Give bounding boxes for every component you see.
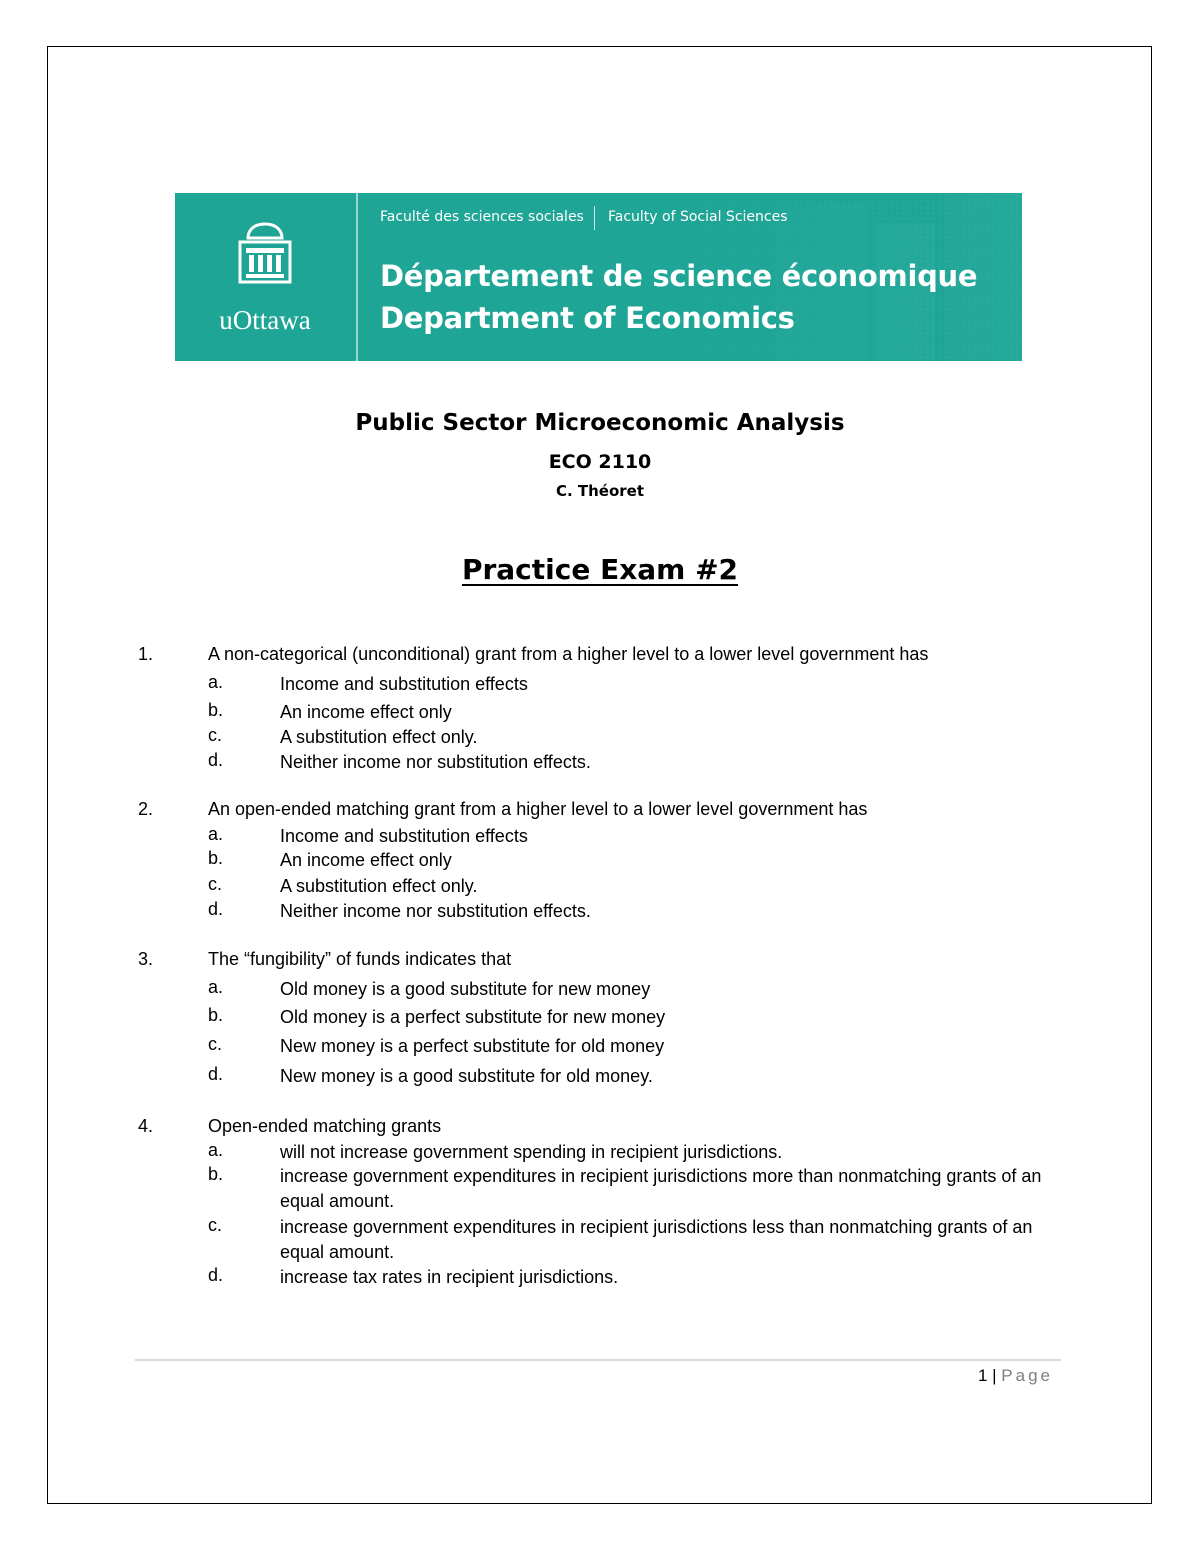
course-title: Public Sector Microeconomic Analysis [355, 410, 845, 436]
university-building-icon [234, 220, 296, 286]
page-number: 1 [977, 1366, 988, 1385]
question-stem: Open-ended matching grants [208, 1116, 442, 1136]
question-stem: An open-ended matching grant from a higher level to a lower level government has [208, 799, 868, 819]
faculty-name-en: Faculty of Social Sciences [608, 209, 788, 225]
option-text: increase government expenditures in recipient jurisdictions less than nonmatching grants of an equal amount. [280, 1217, 1033, 1262]
question-number: 4. [138, 1116, 154, 1136]
option-text: increase tax rates in recipient jurisdictions. [280, 1267, 619, 1287]
option-letter: a. [208, 824, 224, 844]
option-letter: b. [208, 1164, 224, 1184]
option-text: Neither income nor substitution effects. [280, 901, 591, 921]
option-letter: c. [208, 1215, 223, 1235]
department-name-fr: Département de science économique [380, 259, 978, 293]
footer-rule [135, 1359, 1061, 1361]
faculty-name-fr: Faculté des sciences sociales [380, 209, 584, 225]
option-text: will not increase government spending in recipient jurisdictions. [280, 1142, 783, 1162]
department-banner [175, 193, 1022, 361]
instructor-name: C. Théoret [555, 482, 645, 500]
department-name-en: Department of Economics [380, 301, 795, 335]
footer-separator: | [992, 1366, 997, 1385]
option-letter: c. [208, 1034, 223, 1054]
faculty-divider [594, 206, 595, 230]
question-number: 3. [138, 949, 154, 969]
question-stem: The “fungibility” of funds indicates that [208, 949, 512, 969]
banner-divider [356, 193, 358, 361]
option-letter: b. [208, 700, 224, 720]
option-letter: d. [208, 1265, 224, 1285]
option-letter: a. [208, 977, 224, 997]
question-number: 1. [138, 644, 154, 664]
exam-title: Practice Exam #2 [461, 553, 739, 586]
question-stem: A non-categorical (unconditional) grant from a higher level to a lower level government has [208, 644, 929, 664]
option-text: increase government expenditures in recipient jurisdictions more than nonmatching grants of an equal amount. [280, 1166, 1042, 1211]
option-letter: b. [208, 1005, 224, 1025]
option-letter: a. [208, 672, 224, 692]
option-text: Income and substitution effects [280, 826, 528, 846]
option-letter: c. [208, 874, 223, 894]
option-text: Neither income nor substitution effects. [280, 752, 591, 772]
option-text: New money is a perfect substitute for old money [280, 1036, 665, 1056]
logo-wordmark: uOttawa [219, 305, 311, 335]
course-code: ECO 2110 [548, 451, 652, 473]
option-letter: b. [208, 848, 224, 868]
option-letter: c. [208, 725, 223, 745]
option-text: Old money is a good substitute for new money [280, 979, 651, 999]
option-text: An income effect only [280, 702, 452, 722]
page-label: Page [1001, 1366, 1053, 1385]
option-text: An income effect only [280, 850, 452, 870]
question-number: 2. [138, 799, 154, 819]
option-text: A substitution effect only. [280, 876, 478, 896]
option-text: Old money is a perfect substitute for new money [280, 1007, 666, 1027]
option-text: Income and substitution effects [280, 674, 528, 694]
option-letter: d. [208, 899, 224, 919]
page-footer [978, 1366, 1053, 1386]
option-letter: d. [208, 750, 224, 770]
option-letter: a. [208, 1140, 224, 1160]
option-text: New money is a good substitute for old money. [280, 1066, 653, 1086]
option-letter: d. [208, 1064, 224, 1084]
option-text: A substitution effect only. [280, 727, 478, 747]
